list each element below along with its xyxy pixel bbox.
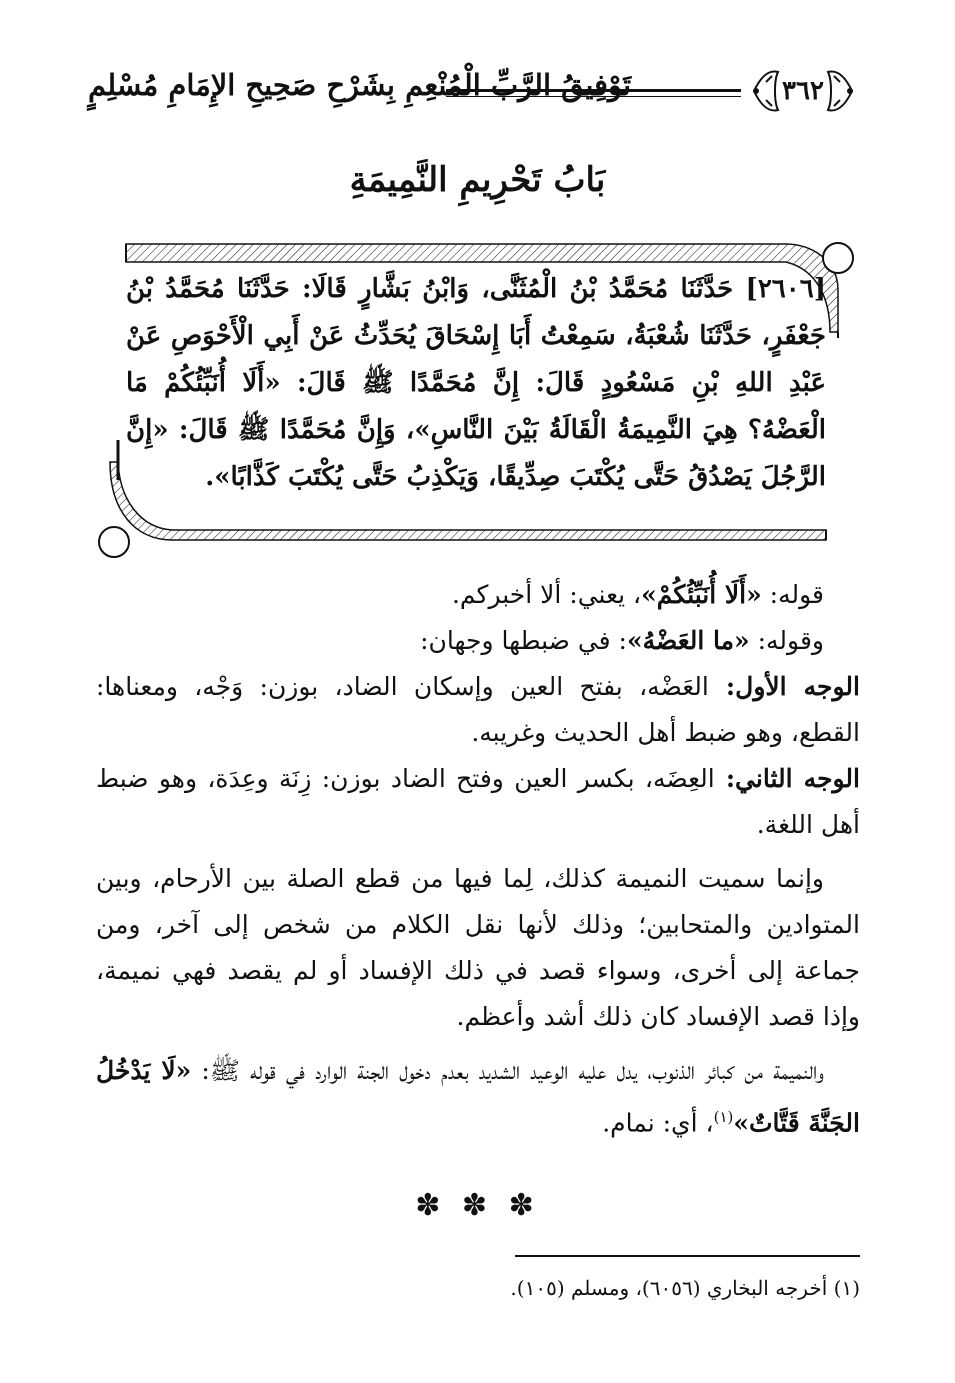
p6-quote: «لَا يَدْخُلُ الجَنَّةَ قَتَّاتٌ» xyxy=(96,1056,860,1138)
page-number: ٣٦٢ xyxy=(782,76,824,106)
section-divider-ornament: ✽ ✽ ✽ xyxy=(415,1188,540,1223)
paragraph-1 xyxy=(96,572,860,618)
p4-heading: الوجه الثاني: xyxy=(714,764,860,793)
p4-text: العِضَه، بكسر العين وفتح الضاد بوزن: زِنَة وعِدَة، وهو ضبط أهل اللغة. xyxy=(96,764,860,839)
page-number-badge xyxy=(748,62,858,120)
p1-text-end: ، يعني: ألا أخبركم. xyxy=(451,580,642,609)
paragraph-3 xyxy=(96,664,860,756)
p1-text: قوله: xyxy=(761,580,824,609)
header-rule-thin xyxy=(446,96,741,97)
paragraph-5: وإنما سميت النميمة كذلك، لِما فيها من قطع الصلة بين الأرحام، وبين المتوادين والمتحابين؛ وذلك لأنها نقل الكلام من شخص إلى آخر، ومن جماعة إلى أخرى، وسواء قصد في ذلك الإفساد أو لم يقصد فهي نميمة، وإذا قصد الإفساد كان ذلك أشد وأعظم. xyxy=(96,864,860,1031)
p2-quote: «ما العَضْهُ» xyxy=(626,626,750,655)
p6-text: والنميمة من كبائر الذنوب، يدل عليه الوعيد الشديد بعدم دخول الجنة الوارد في قوله ﷺ: xyxy=(191,1056,824,1085)
paragraph-4 xyxy=(96,756,860,848)
book-title: تَوْفِيقُ الرَّبِّ الْمُنْعِمِ بِشَرْحِ صَحِيحِ الإِمَامِ مُسْلِمٍ xyxy=(88,68,632,102)
page-header xyxy=(88,62,868,122)
p3-heading: الوجه الأول: xyxy=(708,672,860,701)
paragraph-2 xyxy=(96,618,860,664)
p1-quote: «أَلَا أُنَبِّئُكُمْ» xyxy=(641,580,762,609)
p2-text-end: : في ضبطها وجهان: xyxy=(420,626,627,655)
footnote: (١) أخرجه البخاري (٦٠٥٦)، ومسلم (١٠٥). xyxy=(510,1276,860,1300)
p2-text: وقوله: xyxy=(749,626,824,655)
p6-text-end: ، أي: نمام. xyxy=(602,1108,714,1138)
hadith-box xyxy=(96,240,856,560)
hadith-text: [٢٦٠٦] حَدَّثَنَا مُحَمَّدُ بْنُ الْمُثَنَّى، وَابْنُ بَشَّارٍ قَالَا: حَدَّثَنَا مُحَمَّدُ بْنُ جَعْفَرٍ، حَدَّثَنَا شُعْبَةُ، سَمِعْتُ أَبَا إِسْحَاقَ يُحَدِّثُ عَنْ أَبِي الْأَحْوَصِ عَنْ عَبْدِ اللهِ بْنِ مَسْعُودٍ قَالَ: إِنَّ مُحَمَّدًا ﷺ قَالَ: «أَلَا أُنَبِّئُكُمْ مَا الْعَضْهُ؟ هِيَ النَّمِيمَةُ الْقَالَةُ بَيْنَ النَّاسِ»، وَإِنَّ مُحَمَّدًا ﷺ قَالَ: «إِنَّ الرَّجُلَ يَصْدُقُ حَتَّى يُكْتَبَ صِدِّيقًا، وَيَكْذِبُ حَتَّى يُكْتَبَ كَذَّابًا». xyxy=(126,274,826,492)
commentary xyxy=(96,572,860,1146)
chapter-title: بَابُ تَحْرِيمِ النَّمِيمَةِ xyxy=(349,160,606,200)
paragraph-6 xyxy=(96,1048,860,1146)
footnote-ref[interactable]: (١) xyxy=(713,1108,734,1126)
p3-text: العَضْه، بفتح العين وإسكان الضاد، بوزن: وَجْه، ومعناها: القطع، وهو ضبط أهل الحديث وغريبه. xyxy=(96,672,860,747)
header-rule xyxy=(446,89,741,92)
footnote-rule xyxy=(515,1255,860,1257)
